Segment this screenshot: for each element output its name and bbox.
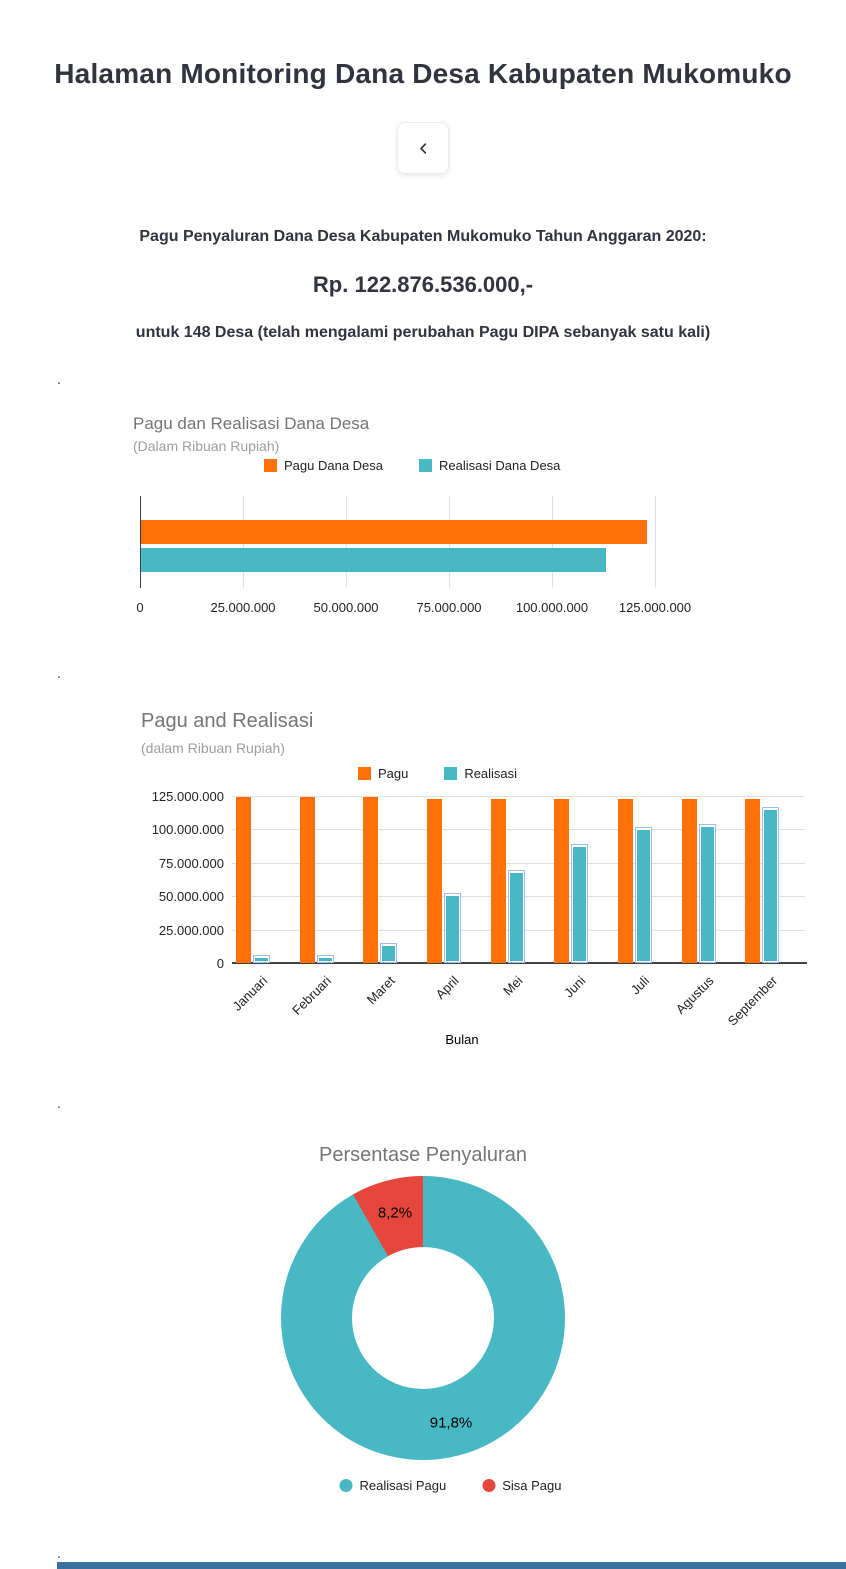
legend-swatch	[264, 459, 277, 472]
legend-item	[419, 458, 560, 473]
legend-item	[340, 1478, 447, 1493]
chart1-tick-label: 75.000.000	[416, 600, 482, 615]
chart2-category-label: Juni	[561, 973, 589, 1001]
legend-swatch	[340, 1479, 353, 1492]
chart2-category-label: Maret	[363, 973, 398, 1008]
legend-swatch	[419, 459, 432, 472]
chart1-bar-realisasi	[141, 548, 606, 572]
chart2-bar-realisasi	[635, 827, 652, 963]
page-title: Halaman Monitoring Dana Desa Kabupaten Mukomuko	[54, 58, 792, 89]
chart-persentase-penyaluran-donut	[143, 1140, 703, 1512]
chart2-bar-realisasi	[380, 943, 397, 963]
chart2-bar-realisasi	[762, 807, 779, 963]
chart2-bar-realisasi-fill	[764, 810, 777, 961]
chart-pagu-realisasi-monthly-columns	[130, 706, 830, 1068]
chart2-bar-realisasi	[508, 870, 525, 963]
legend-item	[358, 766, 408, 781]
chart2-subtitle: (dalam Ribuan Rupiah)	[141, 740, 285, 756]
chart2-bar-realisasi-fill	[701, 827, 714, 961]
chart2-category-label: Mei	[499, 973, 526, 999]
chart2-gridline	[232, 863, 805, 864]
chart2-bar-pagu	[300, 797, 315, 963]
chart2-bar-realisasi	[571, 844, 588, 963]
chart2-title: Pagu and Realisasi	[141, 710, 314, 732]
pagu-amount: Rp. 122.876.536.000,-	[312, 272, 534, 297]
chart2-bar-realisasi-fill	[510, 873, 523, 961]
legend-label: Realisasi Dana Desa	[439, 458, 561, 473]
legend-label: Realisasi Pagu	[359, 1478, 447, 1493]
separator-dot: .	[57, 665, 61, 681]
chart1-subtitle: (Dalam Ribuan Rupiah)	[133, 438, 280, 454]
footer-strip	[57, 1562, 846, 1569]
chart2-bar-pagu	[363, 797, 378, 963]
chart2-ytick-label: 125.000.000	[151, 789, 224, 804]
legend-item	[482, 1478, 561, 1493]
chart2-bar-realisasi-fill	[319, 958, 332, 961]
chart2-bar-pagu	[427, 799, 442, 963]
chart2-bar-pagu	[682, 799, 697, 963]
chart1-tick-label: 125.000.000	[618, 600, 692, 615]
donut-hole	[352, 1247, 494, 1389]
chart-pagu-realisasi-horizontal-bar	[130, 408, 846, 648]
legend-swatch	[358, 767, 371, 780]
legend-item	[264, 458, 383, 473]
chart2-bar-pagu	[745, 799, 760, 963]
chart1-tick-label: 50.000.000	[313, 600, 379, 615]
chart2-category-label: Juli	[628, 973, 653, 998]
chart2-bar-realisasi-fill	[255, 958, 268, 961]
chart2-ytick-label: 0	[216, 956, 224, 971]
chart2-legend	[130, 766, 745, 781]
legend-label: Pagu Dana Desa	[284, 458, 384, 473]
chart1-title: Pagu dan Realisasi Dana Desa	[133, 414, 370, 433]
chart2-gridline	[232, 829, 805, 830]
chart2-x-axis-title: Bulan	[445, 1032, 479, 1047]
chart2-bar-realisasi	[253, 955, 270, 963]
chart2-bar-realisasi-fill	[573, 847, 586, 961]
chart2-gridline	[232, 796, 805, 797]
legend-label: Realisasi	[464, 766, 518, 781]
chart2-category-label: Januari	[229, 973, 271, 1014]
chart2-category-label: September	[724, 973, 780, 1029]
chart2-bar-realisasi-fill	[382, 946, 395, 961]
legend-swatch	[444, 767, 457, 780]
chart2-ytick-label: 25.000.000	[158, 923, 224, 938]
donut	[281, 1176, 565, 1460]
chart2-bar-realisasi	[444, 893, 461, 963]
chart3-legend	[285, 1478, 562, 1493]
chevron-left-icon	[416, 141, 431, 156]
chart2-category-label: Februari	[289, 973, 335, 1018]
chart2-ytick-label: 50.000.000	[158, 889, 224, 904]
chart2-category-label: April	[432, 973, 462, 1003]
chart2-ytick-label: 75.000.000	[158, 856, 224, 871]
chart2-bar-pagu	[618, 799, 633, 963]
chart1-legend	[264, 458, 560, 473]
chart2-category-label: Agustus	[672, 973, 717, 1017]
chart2-bar-realisasi	[699, 824, 716, 963]
chart2-bar-pagu	[554, 799, 569, 963]
chart2-bar-pagu	[236, 797, 251, 963]
donut-slice-label: 8,2%	[377, 1204, 413, 1222]
chart1-tick-label: 0	[136, 600, 144, 615]
chart1-bar-pagu	[141, 520, 647, 544]
intro-heading: Pagu Penyaluran Dana Desa Kabupaten Mukomuko Tahun Anggaran 2020:	[139, 228, 707, 245]
chart1-tick-label: 25.000.000	[210, 600, 276, 615]
intro-note: untuk 148 Desa (telah mengalami perubahan Pagu DIPA sebanyak satu kali)	[135, 324, 711, 341]
chart2-bar-realisasi-fill	[446, 896, 459, 961]
separator-dot: .	[57, 1095, 61, 1111]
chart2-bar-realisasi-fill	[637, 830, 650, 961]
chart2-ytick-label: 100.000.000	[151, 822, 224, 837]
legend-label: Pagu	[377, 766, 409, 781]
separator-dot: .	[57, 1545, 61, 1561]
chart1-tick-label: 100.000.000	[515, 600, 589, 615]
legend-label: Sisa Pagu	[502, 1478, 562, 1493]
chart2-bar-pagu	[491, 799, 506, 963]
donut-slice-label: 91,8%	[429, 1414, 473, 1432]
separator-dot: .	[57, 371, 61, 387]
legend-swatch	[482, 1479, 495, 1492]
chart3-title: Persentase Penyaluran	[319, 1144, 527, 1166]
legend-item	[444, 766, 517, 781]
chart2-bar-realisasi	[317, 955, 334, 963]
chart1-gridline	[655, 496, 656, 588]
back-button[interactable]	[397, 122, 449, 174]
